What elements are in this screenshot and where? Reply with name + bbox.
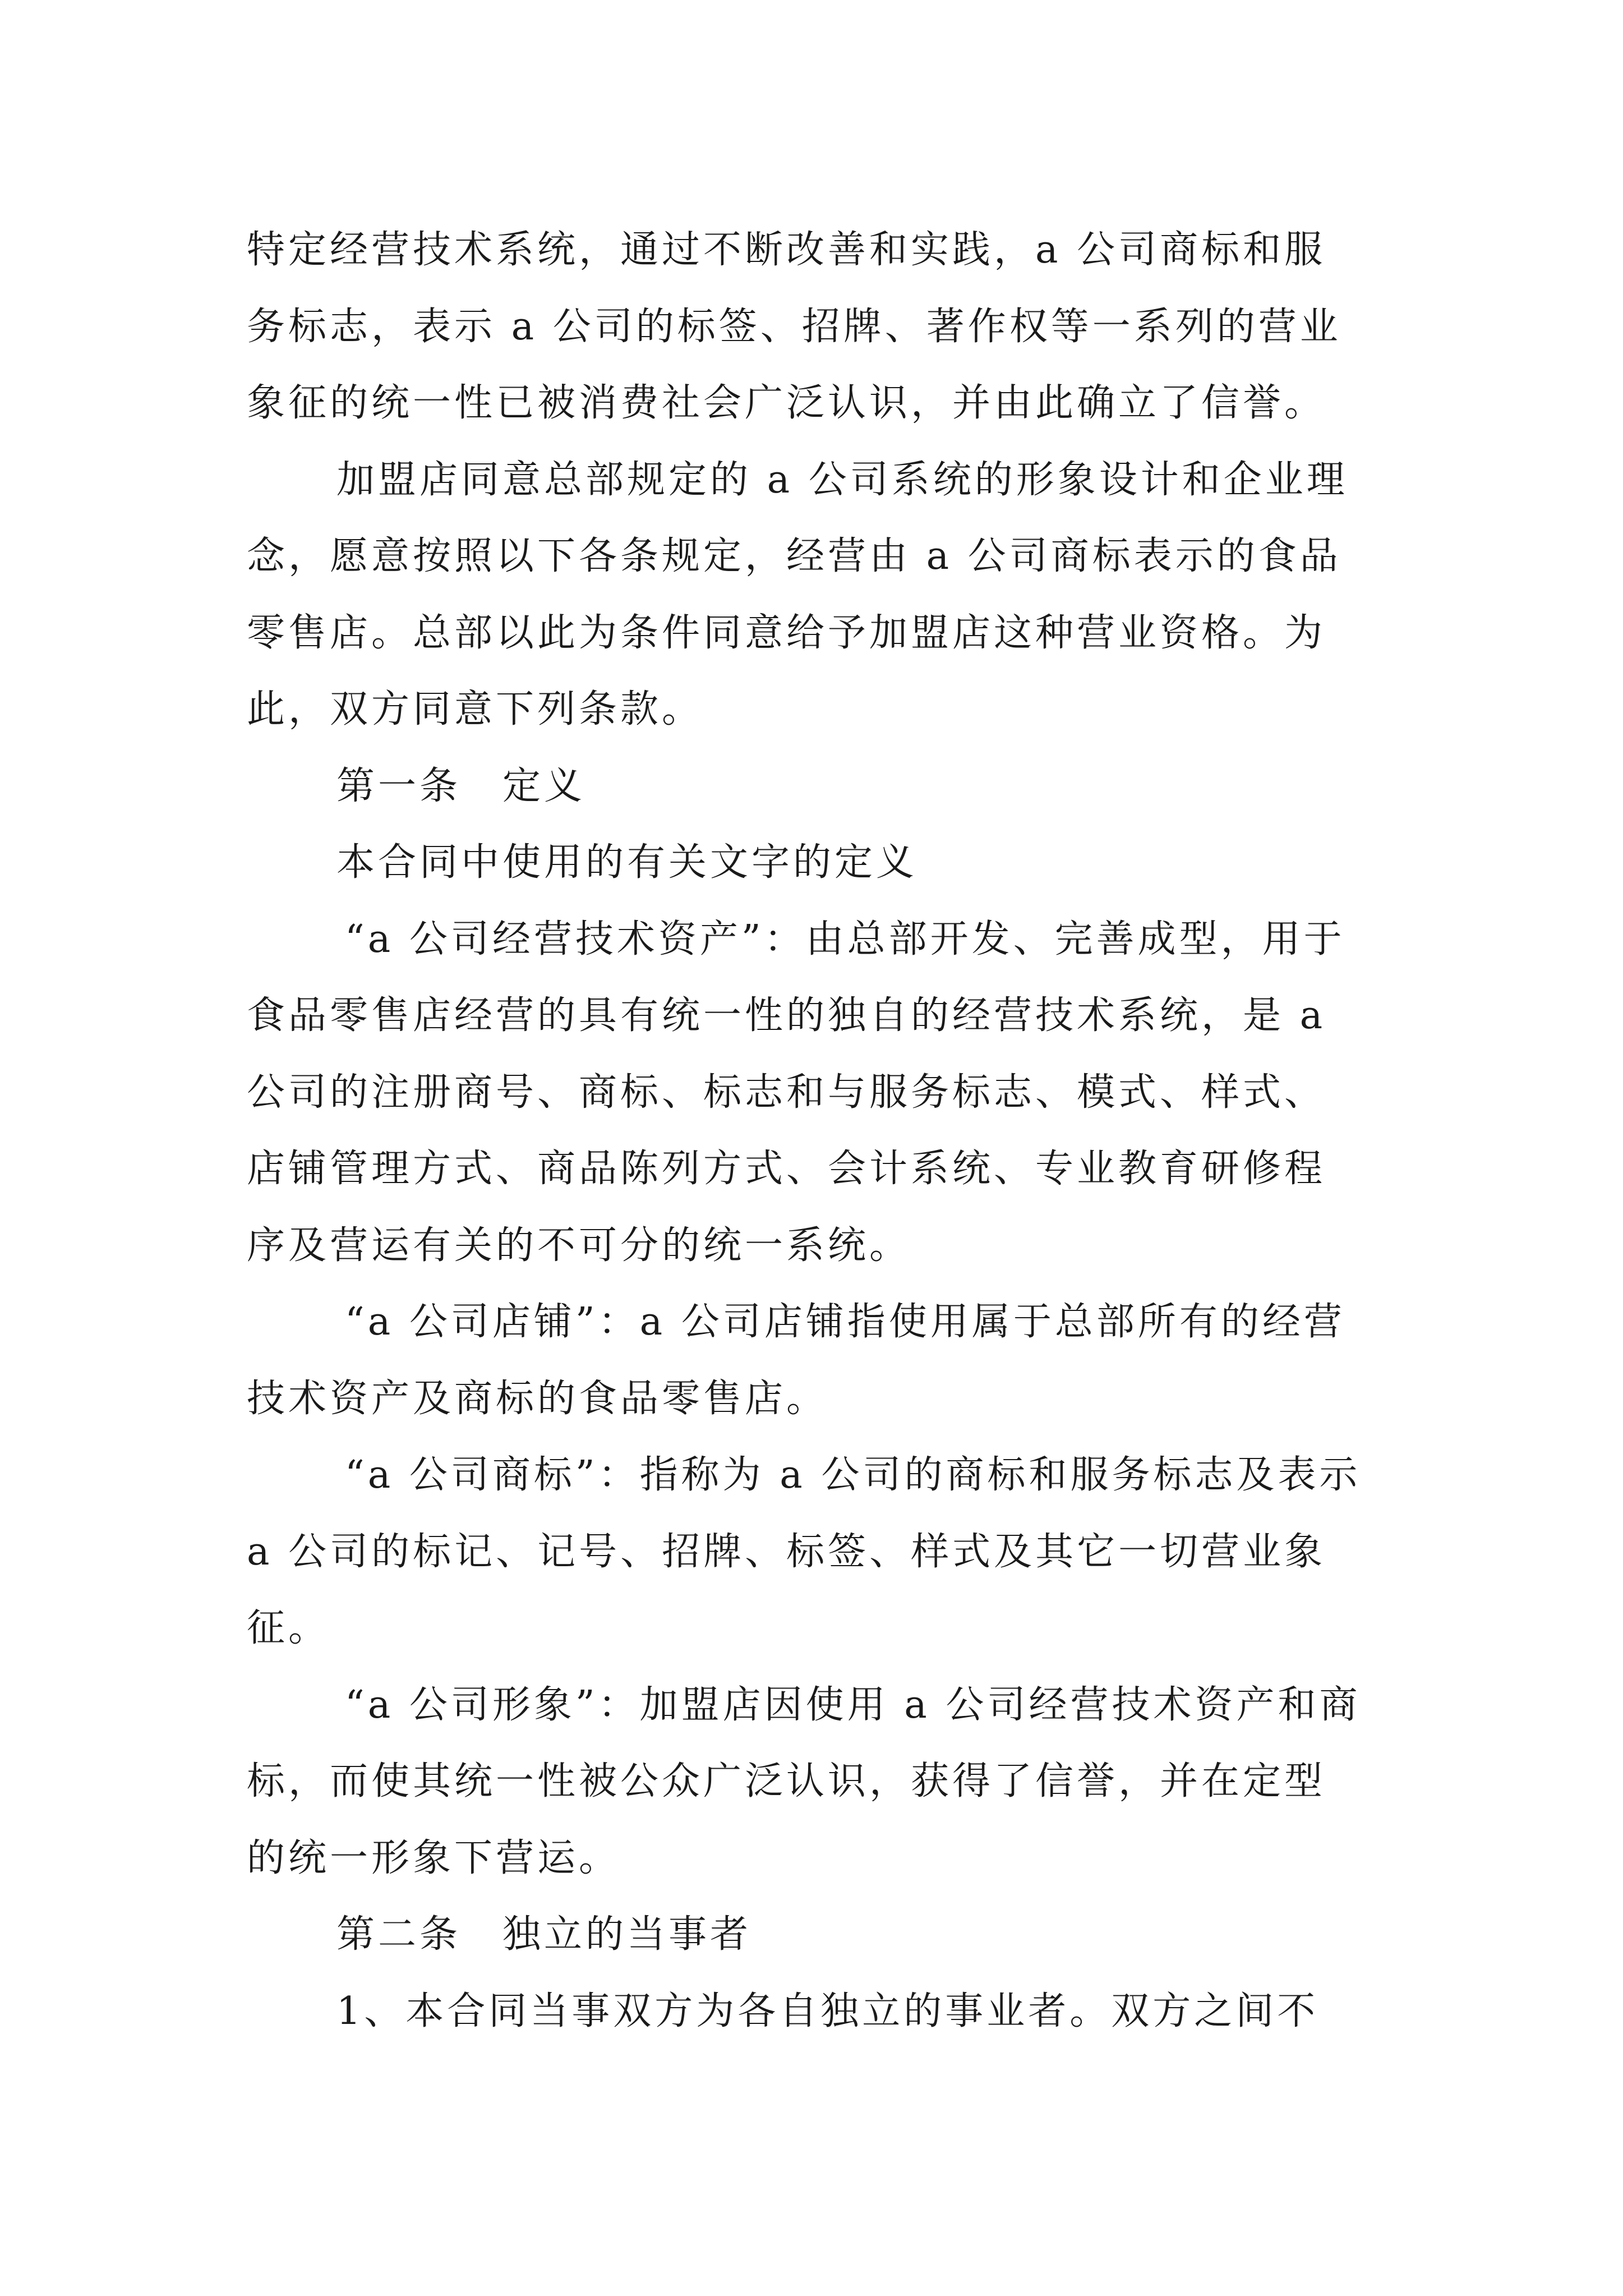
paragraph-line: 象征的统一性已被消费社会广泛认识，并由此确立了信誉。 [247, 381, 1326, 425]
definition-line: “a 公司形象”：加盟店因使用 a 公司经营技术资产和商 [345, 1682, 1361, 1727]
document-body [247, 212, 1391, 2050]
paragraph-line: 标，而使其统一性被公众广泛认识，获得了信誉，并在定型 [247, 1759, 1326, 1803]
paragraph-line: 本合同中使用的有关文字的定义 [336, 840, 918, 885]
paragraph-line: 序及营运有关的不可分的统一系统。 [247, 1223, 911, 1268]
paragraph-line: 务标志，表示 a 公司的标签、招牌、著作权等一系列的营业 [247, 304, 1341, 349]
paragraph-line: a 公司的标记、记号、招牌、标签、样式及其它一切营业象 [247, 1529, 1326, 1574]
paragraph-line: 公司的注册商号、商标、标志和与服务标志、模式、样式、 [247, 1070, 1326, 1115]
article-heading: 第二条 独立的当事者 [336, 1912, 752, 1957]
definition-line: “a 公司店铺”：a 公司店铺指使用属于总部所有的经营 [345, 1300, 1345, 1344]
paragraph-line: 念，愿意按照以下各条规定，经营由 a 公司商标表示的食品 [247, 534, 1341, 578]
article-heading: 第一条 定义 [336, 763, 586, 808]
paragraph-line: 此，双方同意下列条款。 [247, 687, 704, 731]
paragraph-line: 店铺管理方式、商品陈列方式、会计系统、专业教育研修程 [247, 1147, 1326, 1191]
definition-line: “a 公司商标”：指称为 a 公司的商标和服务标志及表示 [345, 1453, 1361, 1497]
paragraph-line: 1、本合同当事双方为各自独立的事业者。双方之间不 [336, 1989, 1319, 2033]
paragraph-line: 特定经营技术系统，通过不断改善和实践，a 公司商标和服 [247, 228, 1326, 272]
paragraph-line: 的统一形象下营运。 [247, 1835, 621, 1880]
paragraph-line: 零售店。总部以此为条件同意给予加盟店这种营业资格。为 [247, 610, 1326, 655]
paragraph-line: 加盟店同意总部规定的 a 公司系统的形象设计和企业理 [336, 457, 1348, 502]
definition-line: “a 公司经营技术资产”：由总部开发、完善成型，用于 [345, 917, 1345, 961]
paragraph-line: 食品零售店经营的具有统一性的独自的经营技术系统，是 a [247, 993, 1326, 1038]
paragraph-line: 技术资产及商标的食品零售店。 [247, 1376, 828, 1421]
paragraph-line: 征。 [247, 1606, 330, 1650]
